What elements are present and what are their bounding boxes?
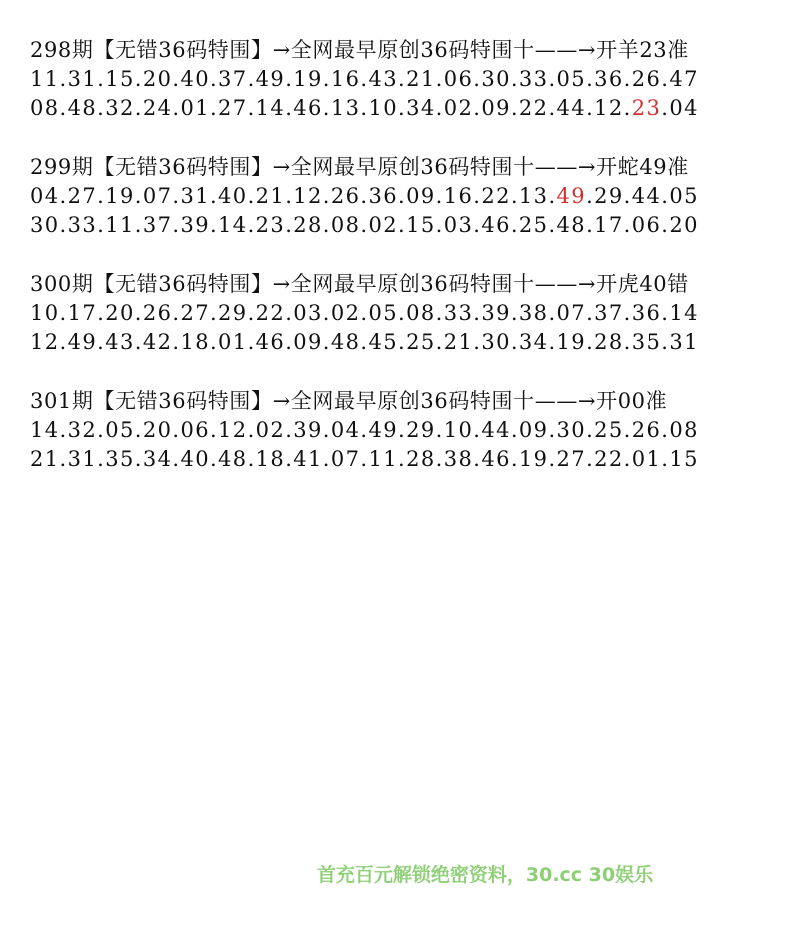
number: 35 (631, 330, 662, 354)
number: 08 (330, 213, 361, 237)
number: 29 (594, 184, 624, 208)
number: 22 (481, 184, 511, 208)
number: 21 (255, 184, 286, 208)
number: 35 (105, 447, 135, 471)
record-block (30, 153, 795, 240)
number: 05 (105, 418, 135, 442)
number: 11 (105, 213, 135, 237)
record-header: 301期【无错36码特围】→全网最早原创36码特围十——→开00准 (30, 389, 668, 413)
number: 36 (368, 184, 399, 208)
number: 12 (293, 184, 323, 208)
number: 26 (631, 67, 662, 91)
number: 07 (330, 447, 361, 471)
number: 07 (556, 301, 587, 325)
number: 46 (255, 330, 286, 354)
numbers-row: 08.48.32.24.01.27.14.46.13.10.34.02.09.22.44.12.23.04 (30, 96, 699, 120)
number: 19 (556, 330, 587, 354)
number: 15 (669, 447, 699, 471)
number: 48 (330, 330, 361, 354)
number: 34 (406, 96, 436, 120)
number: 13 (330, 96, 361, 120)
number: 39 (180, 213, 210, 237)
number: 18 (255, 447, 286, 471)
number: 40 (180, 67, 210, 91)
number: 27 (180, 301, 210, 325)
number: 23 (255, 213, 286, 237)
number: 06 (443, 67, 474, 91)
number: 14 (218, 213, 248, 237)
number: 11 (30, 67, 60, 91)
number: 09 (518, 418, 549, 442)
number: 05 (556, 67, 587, 91)
number: 43 (368, 67, 399, 91)
number: 09 (481, 96, 511, 120)
number: 08 (30, 96, 60, 120)
number: 15 (406, 213, 436, 237)
number: 22 (518, 96, 549, 120)
numbers-row: 04.27.19.07.31.40.21.12.26.36.09.16.22.13.49.29.44.05 (30, 184, 699, 208)
number: 07 (142, 184, 173, 208)
record-block (30, 387, 795, 474)
number: 04 (330, 418, 361, 442)
number: 39 (481, 301, 511, 325)
numbers-row: 10.17.20.26.27.29.22.03.02.05.08.33.39.38.07.37.36.14 (30, 301, 699, 325)
number: 10 (443, 418, 474, 442)
number: 48 (67, 96, 98, 120)
number: 26 (142, 301, 173, 325)
number: 21 (443, 330, 474, 354)
number: 26 (330, 184, 361, 208)
number: 31 (669, 330, 699, 354)
number: 36 (594, 67, 624, 91)
number: 28 (293, 213, 323, 237)
number: 12 (594, 96, 624, 120)
number: 05 (368, 301, 399, 325)
number: 36 (631, 301, 662, 325)
number: 19 (293, 67, 323, 91)
number: 14 (669, 301, 699, 325)
number: 29 (218, 301, 248, 325)
number: 17 (594, 213, 624, 237)
number: 37 (218, 67, 248, 91)
number: 08 (406, 301, 436, 325)
number: 20 (105, 301, 135, 325)
number: 31 (67, 447, 98, 471)
number: 14 (30, 418, 60, 442)
numbers-row: 30.33.11.37.39.14.23.28.08.02.15.03.46.25.48.17.06.20 (30, 213, 699, 237)
number: 21 (406, 67, 436, 91)
number: 41 (293, 447, 323, 471)
number: 32 (67, 418, 98, 442)
number: 44 (556, 96, 587, 120)
number: 09 (293, 330, 323, 354)
number: 15 (105, 67, 135, 91)
numbers-row: 21.31.35.34.40.48.18.41.07.11.28.38.46.19.27.22.01.15 (30, 447, 699, 471)
number: 37 (142, 213, 173, 237)
promo-footer-link[interactable]: 首充百元解锁绝密资料，30.cc 30娱乐 (316, 864, 654, 886)
number: 14 (255, 96, 286, 120)
number: 20 (669, 213, 699, 237)
number: 30 (481, 67, 511, 91)
number: 02 (330, 301, 361, 325)
number: 13 (518, 184, 549, 208)
number: 26 (631, 418, 662, 442)
number: 03 (293, 301, 323, 325)
number: 38 (518, 301, 549, 325)
number: 37 (594, 301, 624, 325)
number: 27 (67, 184, 98, 208)
number: 02 (443, 96, 474, 120)
number: 34 (142, 447, 173, 471)
number: 46 (293, 96, 323, 120)
number: 10 (368, 96, 399, 120)
number: 25 (518, 213, 549, 237)
number: 44 (481, 418, 511, 442)
number: 06 (631, 213, 662, 237)
number: 16 (330, 67, 361, 91)
number: 02 (255, 418, 286, 442)
number: 31 (67, 67, 98, 91)
number: 20 (142, 67, 173, 91)
number: 46 (481, 447, 511, 471)
record-header: 298期【无错36码特围】→全网最早原创36码特围十——→开羊23准 (30, 38, 689, 62)
number: 22 (255, 301, 286, 325)
number: 27 (556, 447, 587, 471)
number: 17 (67, 301, 98, 325)
number: 43 (105, 330, 135, 354)
numbers-row: 14.32.05.20.06.12.02.39.04.49.29.10.44.09.30.25.26.08 (30, 418, 699, 442)
number: 21 (30, 447, 60, 471)
number: 45 (368, 330, 399, 354)
number: 04 (30, 184, 60, 208)
number: 06 (180, 418, 210, 442)
winning-number: 23 (631, 96, 662, 120)
number: 34 (518, 330, 549, 354)
number: 30 (30, 213, 60, 237)
number: 12 (218, 418, 248, 442)
number: 09 (406, 184, 436, 208)
number: 24 (142, 96, 173, 120)
number: 11 (368, 447, 399, 471)
number: 16 (443, 184, 474, 208)
record-block (30, 36, 795, 123)
number: 22 (594, 447, 624, 471)
numbers-row: 12.49.43.42.18.01.46.09.48.45.25.21.30.34.19.28.35.31 (30, 330, 699, 354)
number: 33 (518, 67, 549, 91)
number: 40 (218, 184, 248, 208)
number: 48 (556, 213, 587, 237)
number: 02 (368, 213, 399, 237)
number: 49 (255, 67, 286, 91)
records-container (30, 36, 795, 504)
number: 31 (180, 184, 210, 208)
number: 48 (218, 447, 248, 471)
number: 01 (218, 330, 248, 354)
number: 49 (67, 330, 98, 354)
number: 19 (518, 447, 549, 471)
number: 03 (443, 213, 474, 237)
number: 04 (669, 96, 699, 120)
number: 39 (293, 418, 323, 442)
number: 30 (556, 418, 587, 442)
number: 46 (481, 213, 511, 237)
number: 18 (180, 330, 210, 354)
record-header: 300期【无错36码特围】→全网最早原创36码特围十——→开虎40错 (30, 272, 689, 296)
number: 27 (218, 96, 248, 120)
number: 28 (406, 447, 436, 471)
number: 40 (180, 447, 210, 471)
number: 29 (406, 418, 436, 442)
record-header: 299期【无错36码特围】→全网最早原创36码特围十——→开蛇49准 (30, 155, 689, 179)
number: 28 (594, 330, 624, 354)
number: 12 (30, 330, 60, 354)
number: 38 (443, 447, 474, 471)
number: 19 (105, 184, 135, 208)
number: 32 (105, 96, 135, 120)
number: 42 (142, 330, 173, 354)
number: 33 (443, 301, 474, 325)
number: 08 (669, 418, 699, 442)
number: 25 (406, 330, 436, 354)
number: 05 (669, 184, 699, 208)
number: 01 (180, 96, 210, 120)
number: 47 (669, 67, 699, 91)
number: 10 (30, 301, 60, 325)
record-block (30, 270, 795, 357)
number: 49 (368, 418, 399, 442)
numbers-row: 11.31.15.20.40.37.49.19.16.43.21.06.30.33.05.36.26.47 (30, 67, 699, 91)
winning-number: 49 (556, 184, 587, 208)
number: 25 (594, 418, 624, 442)
number: 33 (67, 213, 98, 237)
number: 20 (142, 418, 173, 442)
number: 44 (631, 184, 662, 208)
number: 30 (481, 330, 511, 354)
number: 01 (631, 447, 662, 471)
